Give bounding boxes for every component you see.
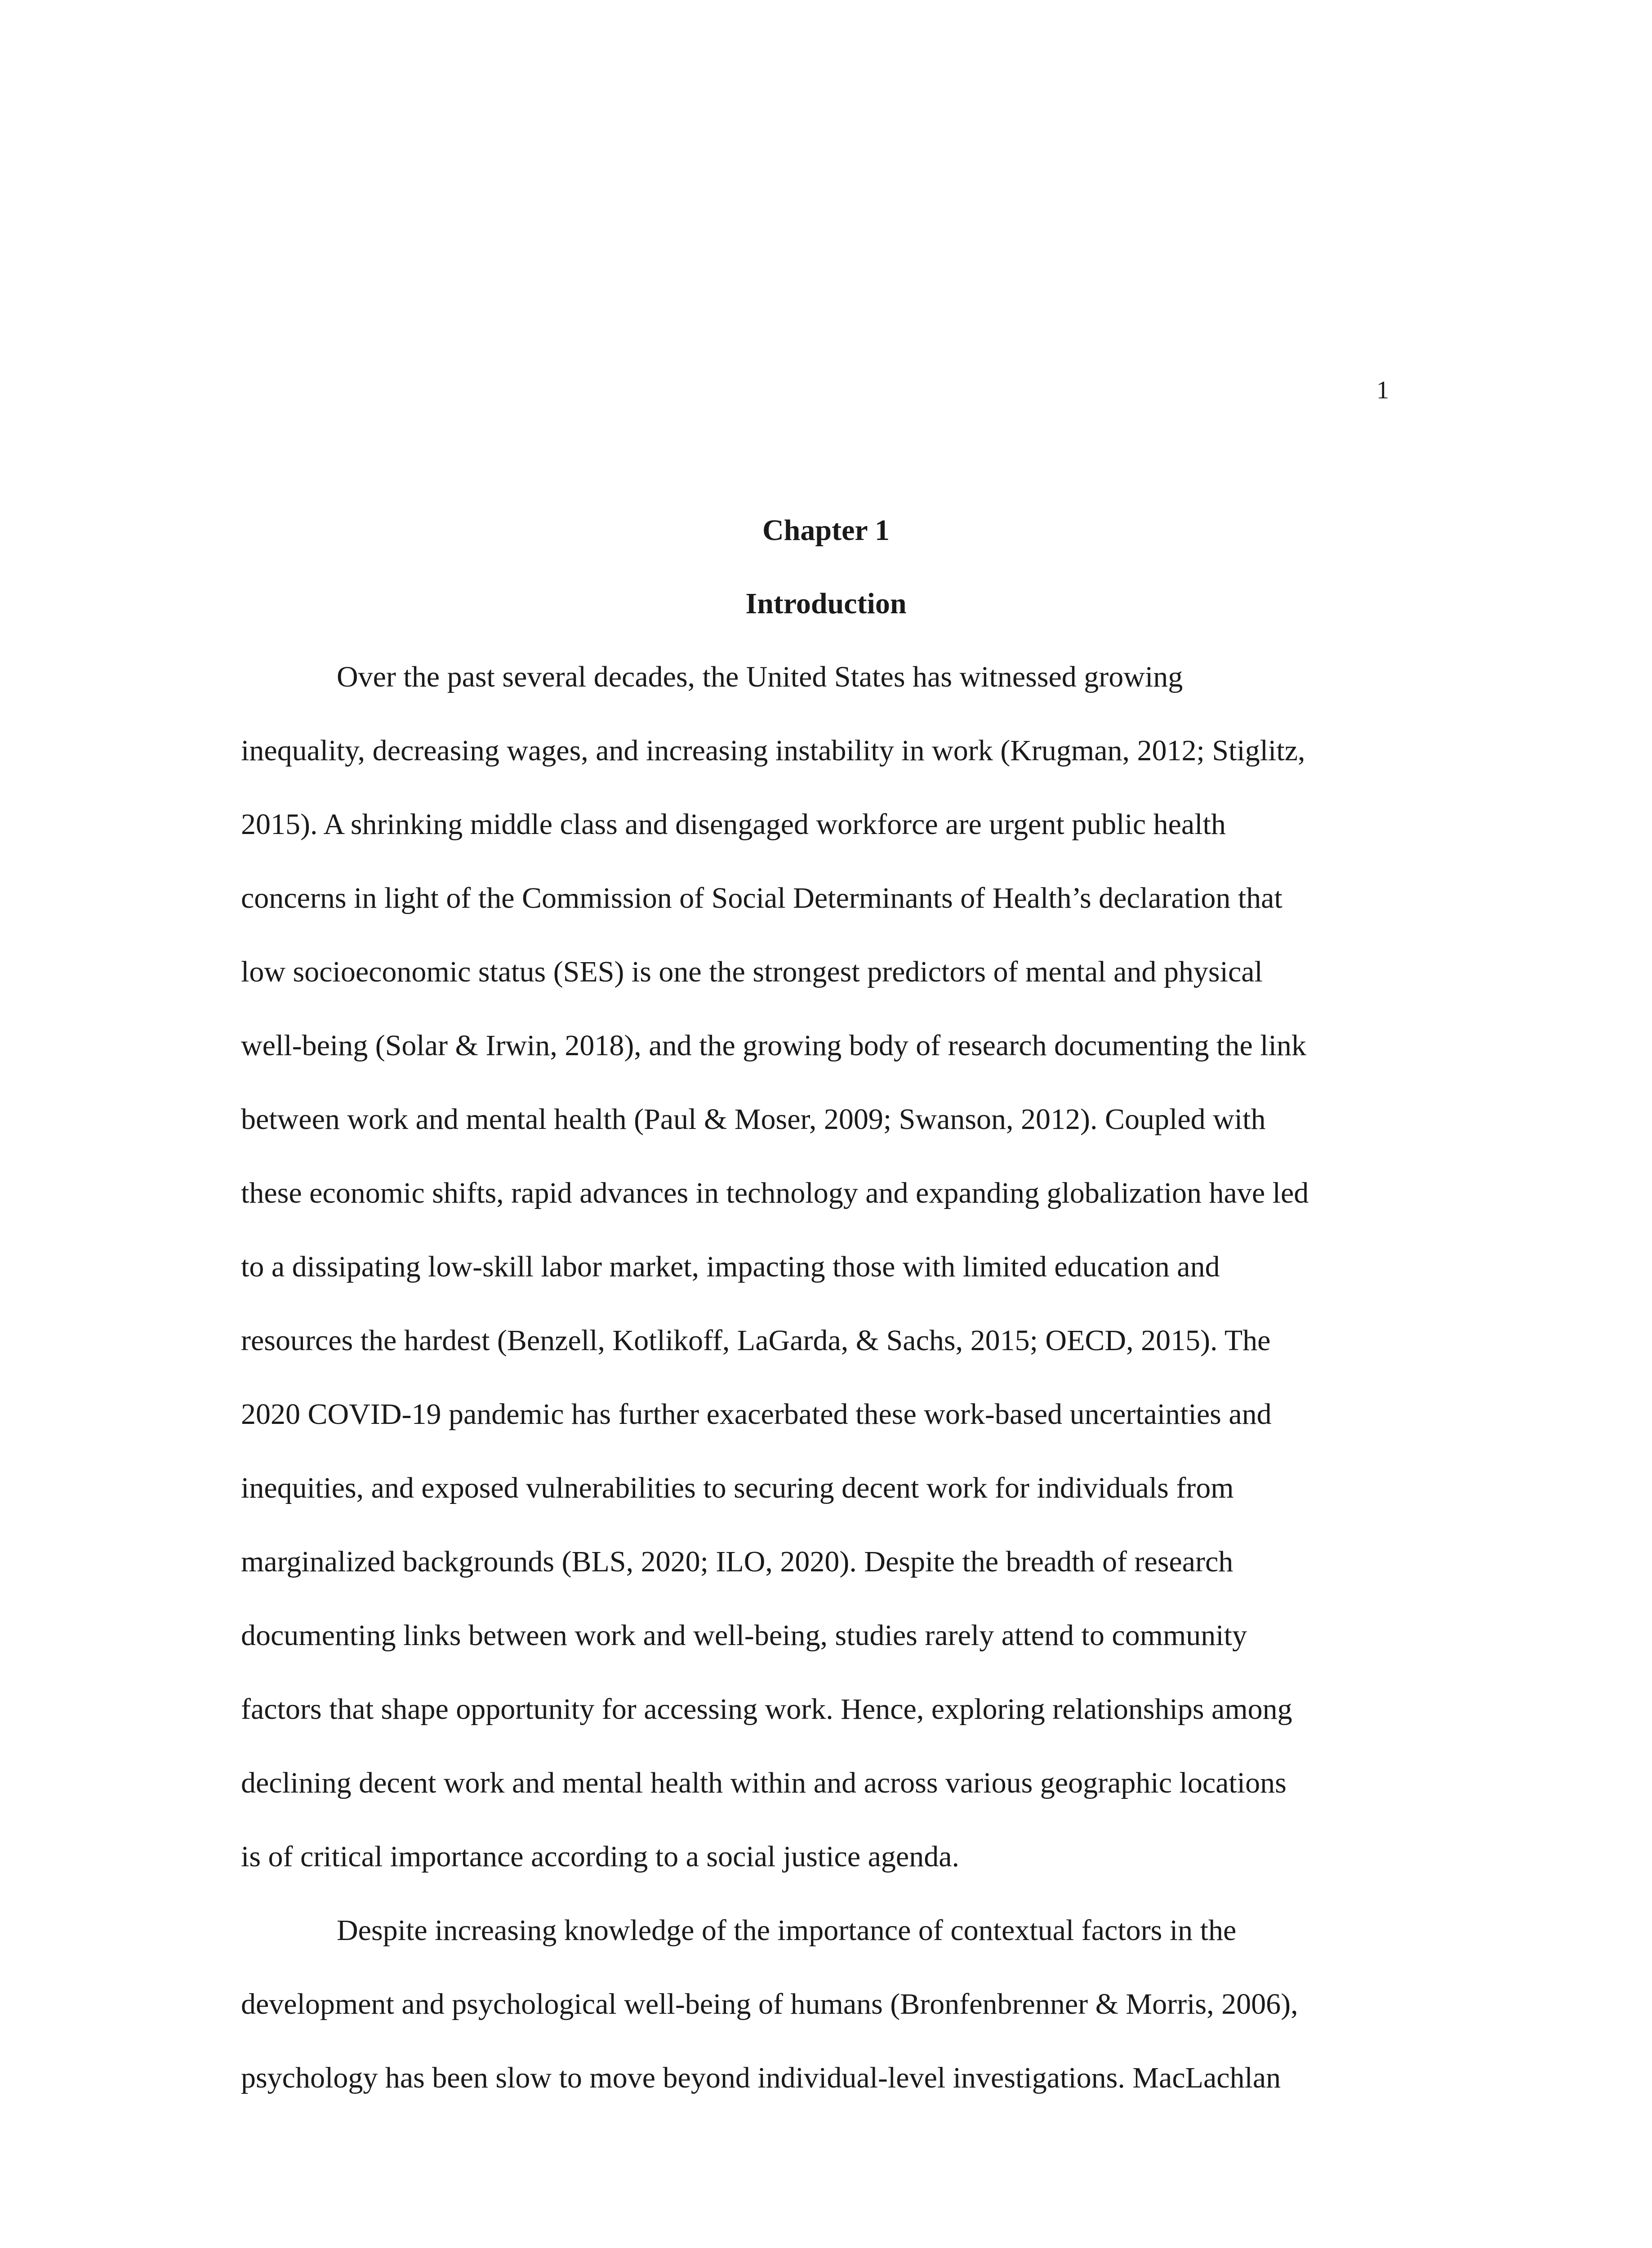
paragraph-line: 2020 COVID-19 pandemic has further exacerbated these work-based uncertainties and	[241, 1398, 1272, 1431]
paragraph-line: to a dissipating low-skill labor market, impacting those with limited education and	[241, 1250, 1220, 1283]
chapter-heading: Chapter 1	[762, 514, 890, 547]
paragraph-line: these economic shifts, rapid advances in technology and expanding globalization have led	[241, 1177, 1309, 1209]
paragraph-line: Over the past several decades, the United States has witnessed growing	[337, 660, 1183, 693]
paragraph-line: declining decent work and mental health within and across various geographic locations	[241, 1766, 1287, 1799]
page-number: 1	[1376, 376, 1389, 404]
paragraph-line: Despite increasing knowledge of the importance of contextual factors in the	[337, 1914, 1237, 1947]
paragraph-line: is of critical importance according to a social justice agenda.	[241, 1840, 960, 1873]
paragraph-line: concerns in light of the Commission of Social Determinants of Health’s declaration that	[241, 882, 1282, 914]
paragraph-line: low socioeconomic status (SES) is one the strongest predictors of mental and physical	[241, 955, 1263, 988]
paragraph-line: factors that shape opportunity for accessing work. Hence, exploring relationships among	[241, 1693, 1292, 1726]
paragraph-line: between work and mental health (Paul & Moser, 2009; Swanson, 2012). Coupled with	[241, 1103, 1266, 1136]
paragraph-line: psychology has been slow to move beyond individual-level investigations. MacLachlan	[241, 2061, 1281, 2094]
paragraph-line: 2015). A shrinking middle class and disengaged workforce are urgent public health	[241, 808, 1226, 841]
paragraph-line: resources the hardest (Benzell, Kotlikoff, LaGarda, & Sachs, 2015; OECD, 2015). The	[241, 1324, 1271, 1357]
paragraph-line: development and psychological well-being of humans (Bronfenbrenner & Morris, 2006),	[241, 1988, 1298, 2021]
section-title: Introduction	[745, 587, 907, 620]
paragraph-line: inequities, and exposed vulnerabilities to securing decent work for individuals from	[241, 1472, 1234, 1504]
paragraph-line: marginalized backgrounds (BLS, 2020; ILO, 2020). Despite the breadth of research	[241, 1545, 1233, 1578]
paragraph-line: documenting links between work and well-being, studies rarely attend to community	[241, 1619, 1247, 1652]
paragraph-line: inequality, decreasing wages, and increasing instability in work (Krugman, 2012; Stiglitz,	[241, 734, 1305, 767]
paragraph-line: well-being (Solar & Irwin, 2018), and the growing body of research documenting the link	[241, 1029, 1306, 1062]
